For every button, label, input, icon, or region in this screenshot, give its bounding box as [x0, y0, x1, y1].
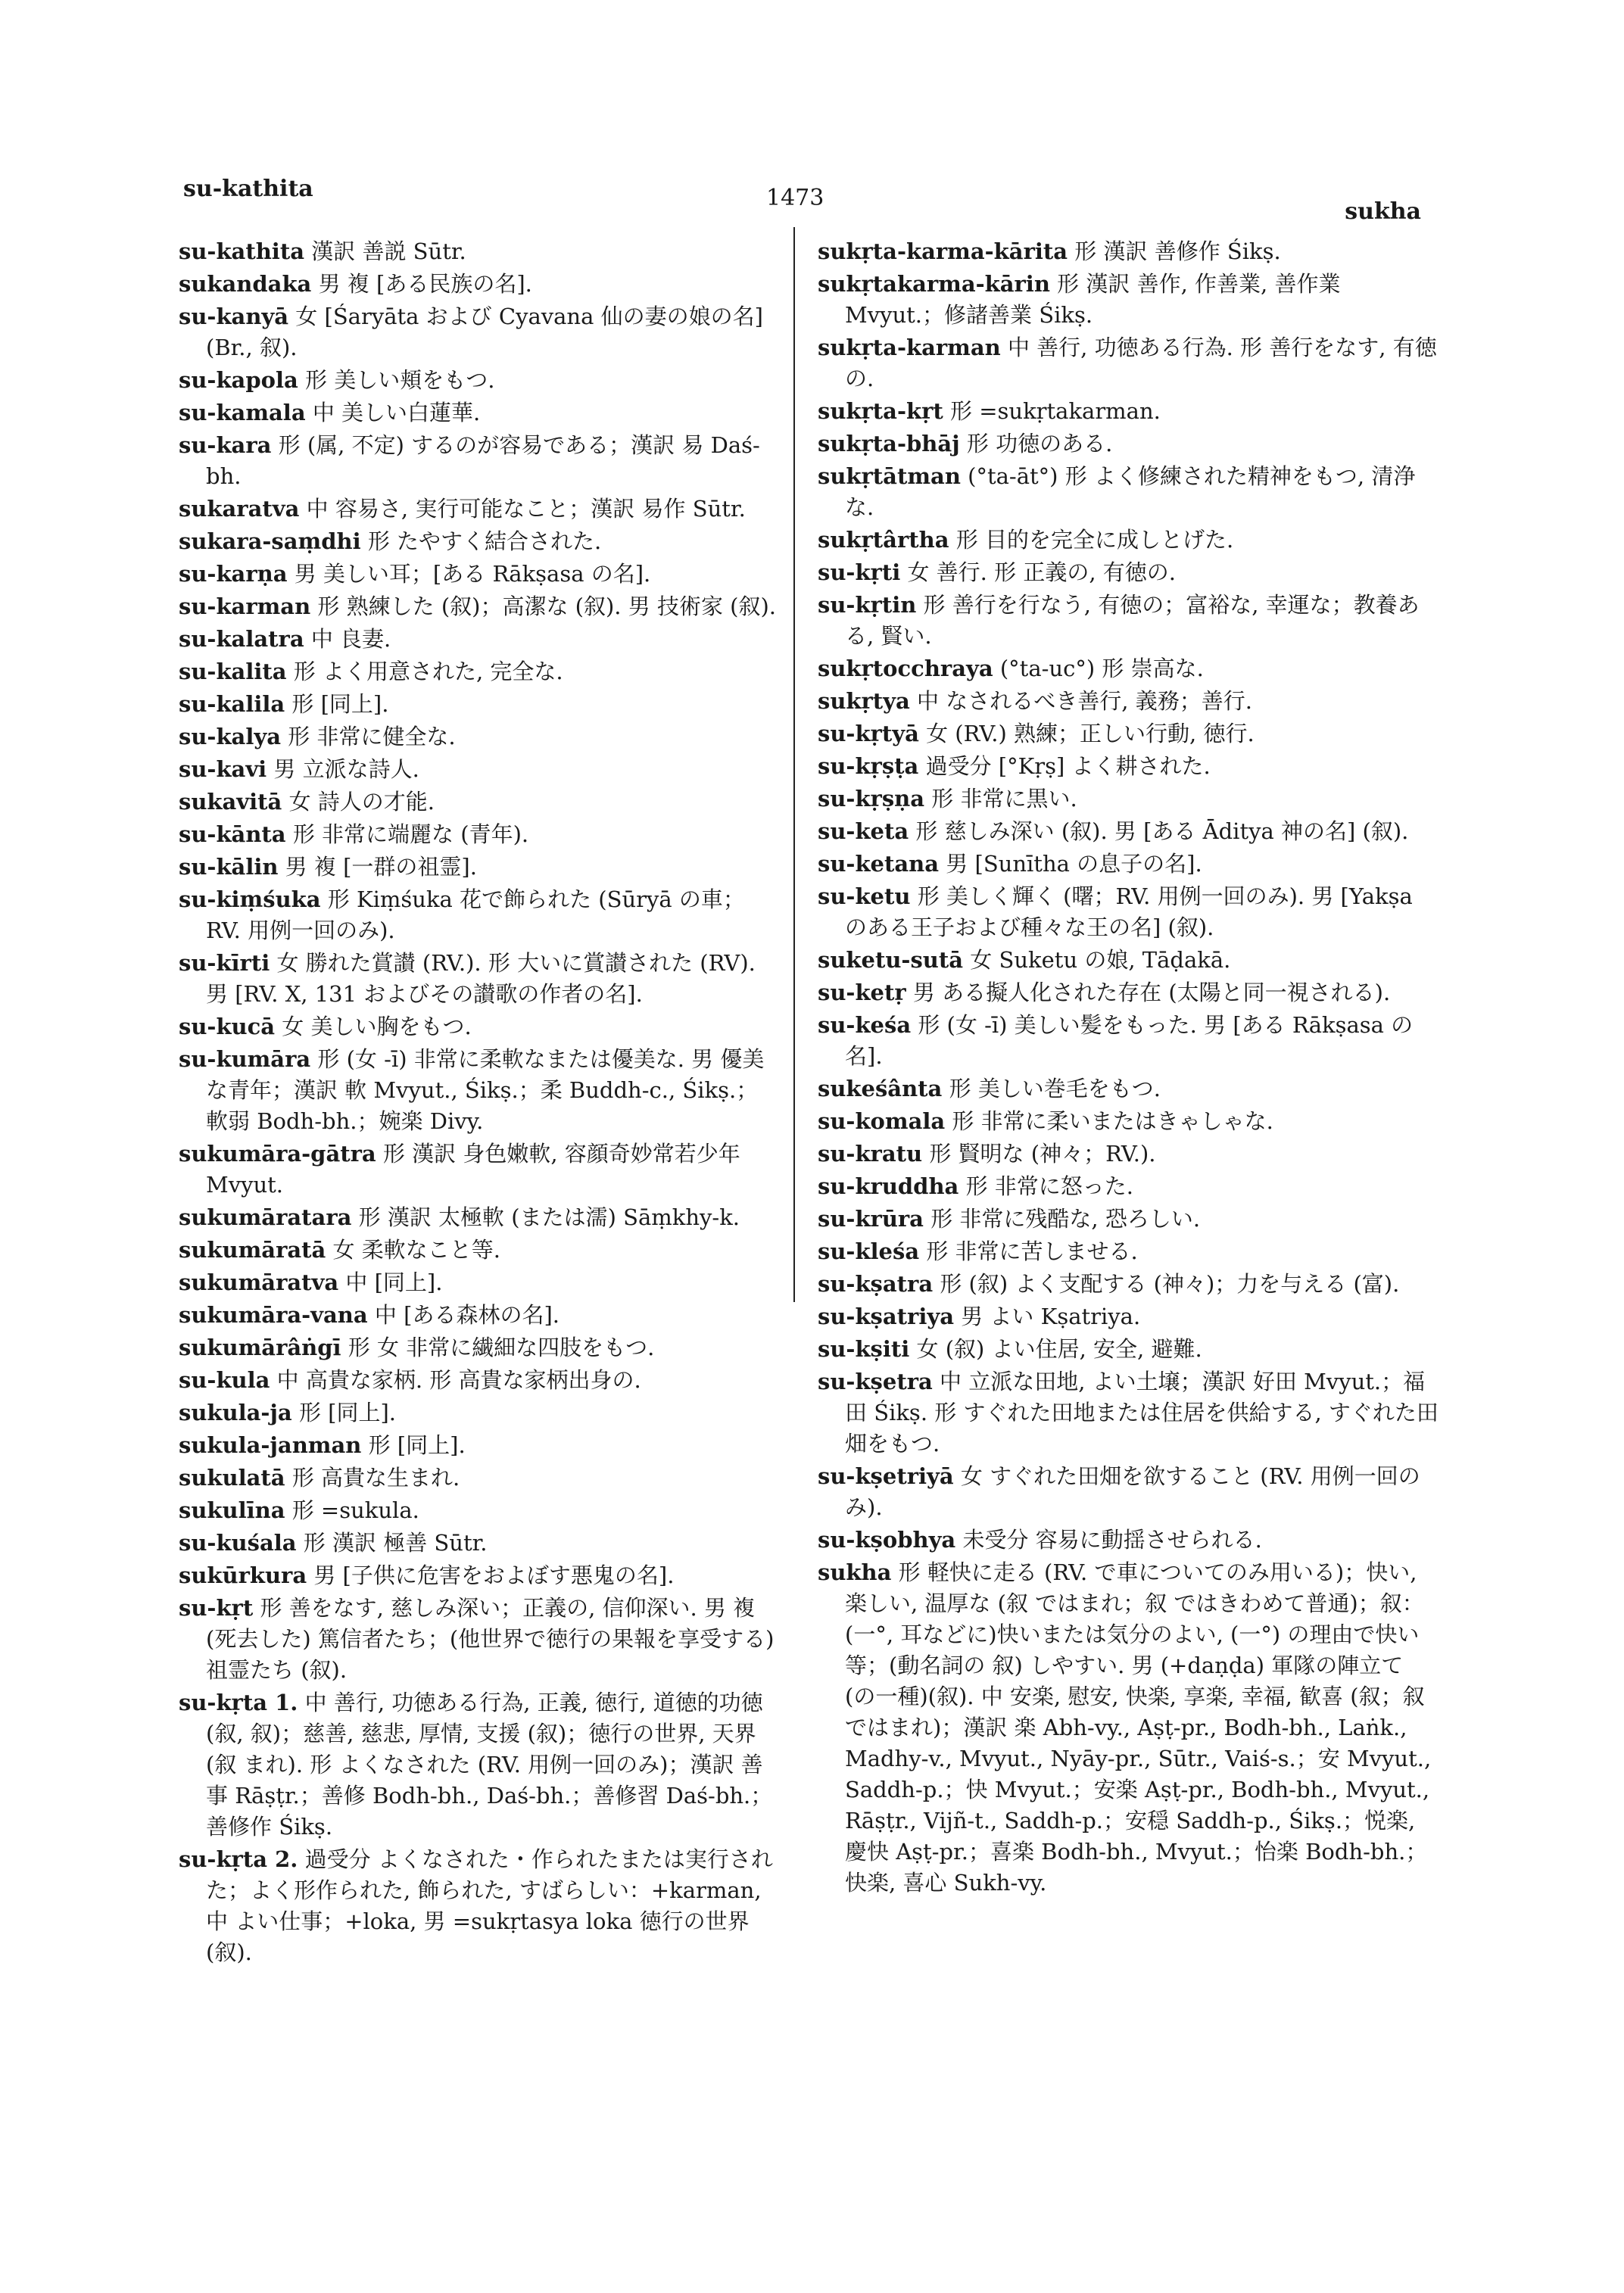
dictionary-entry	[818, 784, 1439, 815]
entry-headword: su-kānta	[179, 821, 286, 847]
dictionary-entry	[818, 1236, 1439, 1267]
dictionary-entry	[818, 1366, 1439, 1460]
entry-headword: su-kṛt	[179, 1595, 254, 1621]
entry-definition: 形 美しい頬をもつ.	[304, 367, 495, 393]
entry-definition: 中 善行, 功徳ある行為, 正義, 徳行, 道徳的功徳 (叙, 叙)；慈善, 慈悲, 厚情, 支援 (叙)；徳行の世界, 天界 (叙 まれ). 形 よくなされた (RV. 用例一回のみ)；漢訳 善事 Rāṣṭr.；善修 Bodh-bh., Daś-bh.；善修習 Daś-bh.；善修作 Śikṣ.	[206, 1690, 773, 1840]
entry-definition: 形 高貴な生まれ.	[291, 1465, 460, 1491]
entry-definition: 形 =sukula.	[291, 1497, 419, 1523]
dictionary-entry	[179, 365, 777, 396]
entry-headword: su-kṛta 1.	[179, 1690, 298, 1715]
entry-headword: sukūrkura	[179, 1562, 307, 1588]
dictionary-entry	[179, 852, 777, 883]
dictionary-entry	[179, 948, 777, 1010]
dictionary-entry	[818, 1139, 1439, 1170]
entry-definition: 男 [子供に危害をおよぼす悪鬼の名].	[313, 1562, 675, 1588]
entry-headword: su-kālin	[179, 854, 279, 880]
entry-definition: 女 [Śaryāta および Cyavana 仙の妻の娘の名] (Br., 叙).	[206, 304, 763, 360]
entry-headword: su-krūra	[818, 1206, 924, 1232]
dictionary-entry	[818, 1334, 1439, 1365]
entry-definition: 形 善行を行なう, 有徳の；富裕な, 幸運な；教養ある, 賢い.	[845, 592, 1420, 649]
entry-headword: sukṛtocchraya	[818, 656, 993, 681]
dictionary-entry	[818, 525, 1439, 556]
entry-definition: 中 善行, 功徳ある行為. 形 善行をなす, 有徳の.	[845, 335, 1437, 391]
entry-headword: sukumāratā	[179, 1237, 326, 1263]
dictionary-entry	[179, 1044, 777, 1137]
dictionary-entry	[179, 721, 777, 752]
entry-headword: su-kathita	[179, 238, 305, 264]
entry-definition: 男 立派な詩人.	[273, 756, 419, 782]
dictionary-entry	[179, 1593, 777, 1686]
dictionary-entry	[179, 526, 777, 557]
entry-headword: su-kalita	[179, 659, 287, 684]
entry-headword: su-kalila	[179, 691, 285, 717]
entry-definition: 中 容易さ, 実行可能なこと；漢訳 易作 Sūtr.	[306, 496, 746, 522]
entry-definition: 形 美しい巻毛をもつ.	[949, 1076, 1161, 1101]
entry-definition: 形 漢訳 身色嫩軟, 容顔奇妙常若少年 Mvyut.	[206, 1141, 740, 1198]
entry-headword: sukumāra-vana	[179, 1302, 368, 1328]
entry-headword: sukavitā	[179, 789, 282, 815]
entry-definition: 男 よい Kṣatriya.	[961, 1304, 1141, 1329]
dictionary-entry	[179, 1495, 777, 1526]
dictionary-entry	[179, 430, 777, 492]
entry-definition: 中 [ある森林の名].	[374, 1302, 560, 1328]
dictionary-entry	[179, 1300, 777, 1331]
entry-headword: su-kṛta 2.	[179, 1846, 298, 1872]
entry-headword: su-kṣiti	[818, 1336, 910, 1362]
dictionary-entry	[179, 689, 777, 720]
entry-headword: su-komala	[818, 1108, 946, 1134]
entry-definition: 中 高貴な家柄. 形 高貴な家柄出身の.	[276, 1367, 641, 1393]
entry-headword: sukha	[818, 1559, 892, 1585]
dictionary-entry	[818, 1106, 1439, 1137]
entry-definition: 形 漢訳 太極軟 (または濡) Sāṃkhy-k.	[358, 1204, 740, 1230]
entry-definition: 中 立派な田地, よい土壌；漢訳 好田 Mvyut.；福田 Śikṣ. 形 すぐれた田地または住居を供給する, すぐれた田畑をもつ.	[845, 1369, 1439, 1456]
entry-definition: 形 [同上].	[298, 1400, 397, 1425]
entry-definition: (°ta-āt°) 形 よく修練された精神をもつ, 清浄な.	[845, 463, 1416, 520]
entry-definition: 形 功徳のある.	[966, 431, 1113, 456]
entry-headword: su-kula	[179, 1367, 270, 1393]
entry-definition: 形 賢明な (神々；RV.).	[929, 1141, 1156, 1167]
dictionary-entry	[179, 1365, 777, 1396]
entry-headword: sukṛtya	[818, 688, 910, 714]
entry-headword: sukandaka	[179, 271, 312, 297]
entry-headword: su-kratu	[818, 1141, 923, 1167]
entry-headword: sukeśânta	[818, 1076, 943, 1101]
dictionary-entry	[818, 1557, 1439, 1899]
right-column	[818, 236, 1439, 1900]
dictionary-entry	[179, 397, 777, 428]
entry-definition: 形 女 非常に繊細な四肢をもつ.	[348, 1335, 655, 1360]
dictionary-entry	[818, 653, 1439, 684]
entry-headword: su-karman	[179, 594, 311, 619]
dictionary-entry	[179, 884, 777, 946]
entry-definition: 女 柔軟なこと等.	[332, 1237, 500, 1263]
dictionary-entry	[179, 1139, 777, 1201]
entry-headword: su-kanyā	[179, 304, 289, 329]
dictionary-entry	[818, 1171, 1439, 1202]
entry-headword: su-kṛṣṇa	[818, 786, 925, 812]
dictionary-entry	[179, 754, 777, 785]
entry-headword: suketu-sutā	[818, 947, 964, 973]
entry-definition: 形 (女 -ī) 非常に柔軟なまたは優美な. 男 優美な青年；漢訳 軟 Mvyut., Śikṣ.；柔 Buddh-c., Śikṣ.；軟弱 Bodh-bh.；婉楽 Divy.	[206, 1046, 765, 1134]
dictionary-entry	[818, 1073, 1439, 1104]
dictionary-entry	[179, 494, 777, 525]
entry-definition: 形 Kiṃśuka 花で飾られた (Sūryā の車；RV. 用例一回のみ).	[206, 886, 745, 943]
entry-headword: su-kṣatra	[818, 1271, 934, 1297]
dictionary-entry	[818, 269, 1439, 331]
entry-headword: su-kṣetra	[818, 1369, 933, 1394]
entry-headword: su-kapola	[179, 367, 298, 393]
dictionary-entry	[818, 1525, 1439, 1556]
dictionary-entry	[818, 1204, 1439, 1235]
entry-definition: 男 複 [ある民族の名].	[318, 271, 532, 297]
entry-headword: su-kiṃśuka	[179, 886, 321, 912]
dictionary-entry	[179, 1687, 777, 1843]
entry-headword: sukṛtârtha	[818, 527, 949, 553]
entry-definition: 女 詩人の才能.	[288, 789, 435, 815]
entry-definition: 男 美しい耳；[ある Rākṣasa の名].	[294, 561, 651, 587]
entry-headword: sukumāra-gātra	[179, 1141, 376, 1167]
entry-headword: su-kṣatriya	[818, 1304, 954, 1329]
entry-definition: 過受分 [°Kṛṣ] よく耕された.	[925, 753, 1211, 779]
entry-definition: 形 善をなす, 慈しみ深い；正義の, 信仰深い. 男 複 (死去した) 篤信者たち；(他世界で徳行の果報を享受する) 祖霊たち (叙).	[206, 1595, 775, 1683]
dictionary-entry	[818, 977, 1439, 1008]
dictionary-entry	[818, 1301, 1439, 1332]
entry-headword: su-ketu	[818, 883, 911, 909]
dictionary-entry	[818, 881, 1439, 943]
entry-headword: su-kavi	[179, 756, 267, 782]
entry-headword: sukula-ja	[179, 1400, 292, 1425]
entry-headword: su-kīrti	[179, 950, 270, 976]
entry-definition: 形 慈しみ深い (叙). 男 [ある Āditya 神の名] (叙).	[915, 818, 1409, 844]
dictionary-entry	[818, 428, 1439, 460]
dictionary-entry	[179, 301, 777, 363]
column-divider	[793, 227, 795, 1302]
entry-headword: sukumāratva	[179, 1270, 339, 1295]
running-head-left: su-kathita	[183, 176, 313, 202]
entry-definition: 形 非常に残酷な, 恐ろしい.	[930, 1206, 1201, 1232]
entry-definition: 女 勝れた賞讃 (RV.). 形 大いに賞讃された (RV). 男 [RV. X, 131 およびその讃歌の作者の名].	[206, 950, 756, 1007]
entry-definition: 男 複 [一群の祖霊].	[285, 854, 477, 880]
entry-definition: 形 非常に健全な.	[288, 724, 456, 749]
dictionary-entry	[818, 849, 1439, 880]
entry-definition: 形 たやすく結合された.	[367, 528, 602, 554]
entry-definition: 女 善行. 形 正義の, 有徳の.	[907, 559, 1176, 585]
dictionary-entry	[818, 718, 1439, 749]
entry-definition: 女 Suketu の娘, Tāḍakā.	[970, 947, 1231, 973]
entry-headword: sukulīna	[179, 1497, 285, 1523]
entry-headword: su-kleśa	[818, 1238, 920, 1264]
entry-definition: 形 よく用意された, 完全な.	[293, 659, 563, 684]
entry-definition: 形 美しく輝く (曙；RV. 用例一回のみ). 男 [Yakṣa のある王子および種々な王の名] (叙).	[845, 883, 1413, 940]
entry-headword: sukṛta-kṛt	[818, 398, 943, 424]
dictionary-entry	[179, 1844, 777, 1968]
dictionary-entry	[818, 816, 1439, 847]
dictionary-entry	[179, 656, 777, 687]
running-head-right: sukha	[1345, 198, 1421, 225]
entry-headword: su-ketana	[818, 851, 940, 877]
entry-headword: su-kara	[179, 432, 272, 458]
entry-definition: 形 [同上].	[368, 1432, 466, 1458]
entry-headword: su-karṇa	[179, 561, 288, 587]
entry-definition: 未受分 容易に動揺させられる.	[962, 1527, 1262, 1553]
entry-headword: su-kuśala	[179, 1530, 297, 1556]
entry-definition: 形 [同上].	[291, 691, 389, 717]
entry-definition: 形 非常に黒い.	[931, 786, 1077, 812]
entry-definition: 中 なされるべき善行, 義務；善行.	[917, 688, 1252, 714]
dictionary-entry	[818, 1269, 1439, 1300]
left-column	[179, 236, 777, 1970]
dictionary-entry	[818, 461, 1439, 523]
dictionary-entry	[179, 1011, 777, 1042]
dictionary-entry	[179, 236, 777, 267]
entry-headword: su-ketṛ	[818, 980, 906, 1005]
dictionary-entry	[179, 787, 777, 818]
entry-headword: sukṛtakarma-kārin	[818, 271, 1050, 297]
entry-definition: 過受分 よくなされた・作られたまたは実行された；よく形作られた, 飾られた, すばらしい：+karman, 中 よい仕事；+loka, 男 =sukṛtasya loka 徳行の世界 (叙).	[206, 1846, 773, 1965]
entry-definition: 形 目的を完全に成しとげた.	[955, 527, 1234, 553]
entry-definition: 形 =sukṛtakarman.	[950, 398, 1161, 424]
entry-headword: su-kalya	[179, 724, 281, 749]
dictionary-entry	[818, 236, 1439, 267]
dictionary-entry	[179, 1397, 777, 1428]
dictionary-entry	[818, 557, 1439, 588]
entry-definition: 形 非常に苦しませる.	[926, 1238, 1138, 1264]
entry-headword: su-kamala	[179, 400, 306, 425]
entry-headword: su-kṛti	[818, 559, 901, 585]
entry-headword: su-kucā	[179, 1014, 276, 1039]
entry-headword: sukulatā	[179, 1465, 285, 1491]
entry-definition: 女 美しい胸をもつ.	[282, 1014, 472, 1039]
entry-headword: sukumārâṅgī	[179, 1335, 341, 1360]
entry-definition: 形 非常に柔いまたはきゃしゃな.	[952, 1108, 1273, 1134]
entry-headword: sukṛta-karman	[818, 335, 1001, 360]
entry-definition: (°ta-uc°) 形 崇高な.	[999, 656, 1204, 681]
entry-definition: 男 [Sunītha の息子の名].	[946, 851, 1202, 877]
entry-headword: sukumāratara	[179, 1204, 352, 1230]
dictionary-entry	[818, 751, 1439, 782]
entry-definition: 形 漢訳 善修作 Śikṣ.	[1074, 238, 1281, 264]
dictionary-entry	[179, 1267, 777, 1298]
entry-headword: su-kalatra	[179, 626, 304, 652]
entry-headword: su-kṣobhya	[818, 1527, 956, 1553]
entry-definition: 形 (女 -ī) 美しい髪をもった. 男 [ある Rākṣasa の名].	[845, 1012, 1414, 1069]
dictionary-entry	[818, 1461, 1439, 1523]
entry-headword: sukula-janman	[179, 1432, 362, 1458]
entry-headword: su-kṛtyā	[818, 721, 919, 746]
entry-headword: su-keta	[818, 818, 909, 844]
dictionary-entry	[179, 559, 777, 590]
entry-definition: 形 漢訳 極善 Sūtr.	[303, 1530, 488, 1556]
entry-definition: 形 漢訳 善作, 作善業, 善作業 Mvyut.；修諸善業 Śikṣ.	[845, 271, 1341, 328]
entry-definition: 中 美しい白蓮華.	[312, 400, 481, 425]
dictionary-entry	[818, 590, 1439, 652]
entry-headword: sukṛtātman	[818, 463, 961, 489]
page-number: 1473	[766, 185, 824, 211]
entry-headword: sukara-saṃdhi	[179, 528, 361, 554]
dictionary-entry	[179, 819, 777, 850]
dictionary-entry	[818, 396, 1439, 427]
entry-definition: 形 非常に端麗な (青年).	[292, 821, 529, 847]
entry-headword: su-kṛṣṭa	[818, 753, 919, 779]
entry-definition: 漢訳 善説 Sūtr.	[311, 238, 466, 264]
dictionary-entry	[818, 1010, 1439, 1072]
entry-headword: sukṛta-bhāj	[818, 431, 960, 456]
entry-definition: 形 軽快に走る (RV. で車についてのみ用いる)；快い, 楽しい, 温厚な (叙 ではまれ；叙 ではきわめて普通)；叙：(一°, 耳などに)快いまたは気分のよい, (一°) の理由で快い等；(動名詞の 叙) しやすい. 男 (+daṇḍa) 軍隊の陣立て (の一種)(叙). 中 安楽, 慰安, 快楽, 享楽, 幸福, 歓喜 (叙；叙 ではまれ)；漢訳 楽 Abh-vy., Aṣṭ-pr., Bodh-bh., Laṅk., Madhy-v., Mvyut., Nyāy-pr., Sūtr., Vaiś-s.；安 Mvyut., Saddh-p.；快 Mvyut.；安楽 Aṣṭ-pr., Bodh-bh., Mvyut., Rāṣṭr., Vijñ-t., Saddh-p.；安穏 Saddh-p., Śikṣ.；悦楽, 慶快 Aṣṭ-pr.；喜楽 Bodh-bh., Mvyut.；怡楽 Bodh-bh.；快楽, 喜心 Sukh-vy.	[845, 1559, 1432, 1896]
entry-definition: 女 (叙) よい住居, 安全, 避難.	[916, 1336, 1202, 1362]
dictionary-entry	[179, 1560, 777, 1591]
dictionary-entry	[179, 591, 777, 622]
dictionary-entry	[179, 624, 777, 655]
dictionary-entry	[179, 1463, 777, 1494]
entry-definition: 形 非常に怒った.	[965, 1173, 1133, 1199]
entry-definition: 女 すぐれた田畑を欲すること (RV. 用例一回のみ).	[845, 1463, 1420, 1520]
dictionary-entry	[179, 1202, 777, 1233]
entry-definition: 形 熟練した (叙)；高潔な (叙). 男 技術家 (叙).	[317, 594, 777, 619]
entry-definition: 形 (叙) よく支配する (神々)；力を与える (富).	[940, 1271, 1400, 1297]
dictionary-entry	[179, 1235, 777, 1266]
entry-definition: 男 ある擬人化された存在 (太陽と同一視される).	[912, 980, 1391, 1005]
entry-definition: 形 (属, 不定) するのが容易である；漢訳 易 Daś-bh.	[206, 432, 760, 489]
entry-definition: 中 良妻.	[310, 626, 391, 652]
dictionary-entry	[818, 686, 1439, 717]
entry-headword: sukaratva	[179, 496, 300, 522]
dictionary-entry	[179, 1332, 777, 1363]
entry-headword: su-keśa	[818, 1012, 912, 1038]
entry-headword: su-kruddha	[818, 1173, 959, 1199]
dictionary-entry	[179, 1430, 777, 1461]
dictionary-entry	[179, 1528, 777, 1559]
entry-headword: su-kumāra	[179, 1046, 311, 1072]
dictionary-entry	[179, 269, 777, 300]
dictionary-entry	[818, 945, 1439, 976]
entry-definition: 中 [同上].	[345, 1270, 443, 1295]
entry-definition: 女 (RV.) 熟練；正しい行動, 徳行.	[926, 721, 1255, 746]
entry-headword: sukṛta-karma-kārita	[818, 238, 1068, 264]
entry-headword: su-kṣetriyā	[818, 1463, 954, 1489]
entry-headword: su-kṛtin	[818, 592, 917, 618]
dictionary-entry	[818, 332, 1439, 394]
